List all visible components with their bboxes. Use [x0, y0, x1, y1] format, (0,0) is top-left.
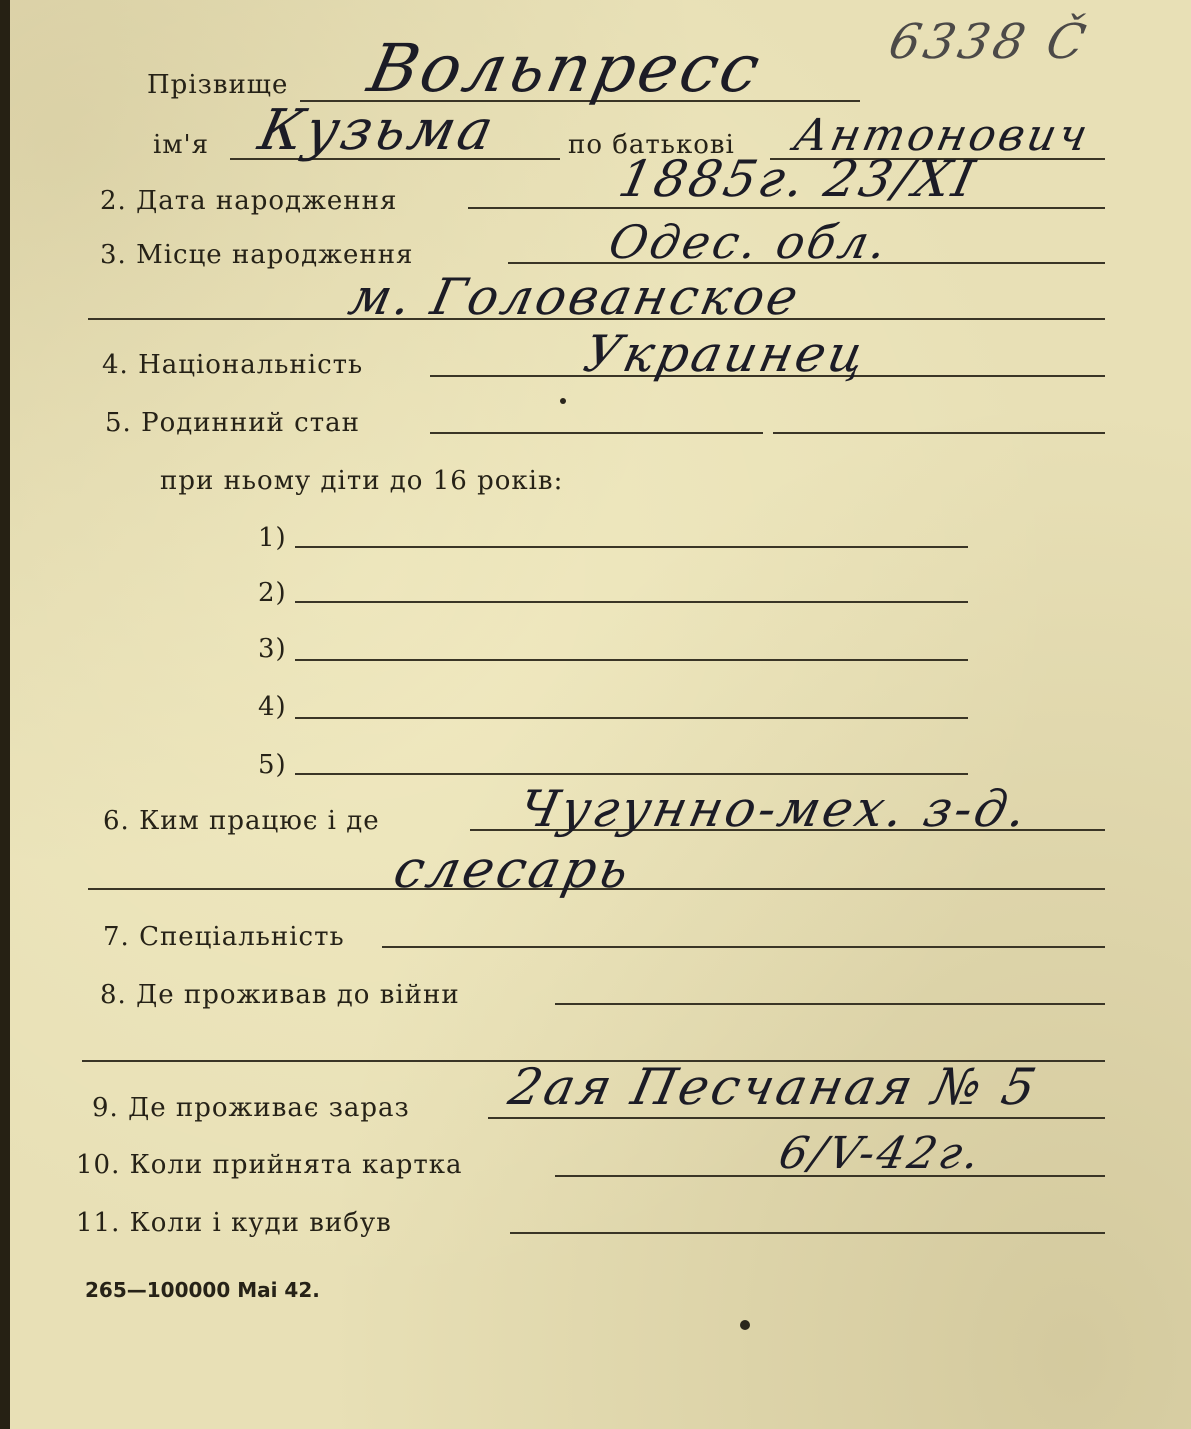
specialty-line — [382, 946, 1105, 948]
birth-date-label: 2. Дата народження — [100, 186, 398, 216]
ink-speck — [560, 398, 566, 404]
child-number-4: 4) — [258, 692, 287, 722]
departure-line — [510, 1232, 1105, 1234]
child-line-3 — [295, 659, 968, 661]
birth-place-entry-2: м. Голованское — [343, 268, 806, 326]
registration-card — [10, 0, 1191, 1429]
current-residence-line — [488, 1117, 1105, 1119]
patronymic-label: по батькові — [568, 130, 735, 160]
nationality-label: 4. Національність — [102, 350, 364, 380]
specialty-label: 7. Спеціальність — [103, 922, 345, 952]
printer-imprint: 265—100000 Mai 42. — [85, 1278, 320, 1302]
surname-entry: Вольпресс — [361, 30, 770, 107]
patronymic-entry: Антонович — [789, 110, 1095, 161]
archive-number: 6338 Č — [884, 14, 1095, 70]
birth-place-label: 3. Місце народження — [100, 240, 414, 270]
occupation-entry-2: слесарь — [388, 840, 638, 900]
child-line-1 — [295, 546, 968, 548]
departure-label: 11. Коли і куди вибув — [76, 1208, 392, 1238]
current-residence-entry: 2ая Песчаная № 5 — [503, 1058, 1044, 1116]
child-number-5: 5) — [258, 750, 287, 780]
child-number-2: 2) — [258, 578, 287, 608]
birth-place-entry-1: Одес. обл. — [604, 215, 895, 269]
child-line-2 — [295, 601, 968, 603]
child-number-1: 1) — [258, 523, 287, 553]
children-label: при ньому діти до 16 років: — [160, 466, 564, 496]
first-name-entry: Кузьма — [253, 98, 502, 163]
birth-date-entry: 1885г. 23/XI — [613, 150, 983, 208]
surname-label: Прізвище — [147, 70, 289, 100]
ink-speck — [740, 1320, 750, 1330]
family-status-line-b — [773, 432, 1105, 434]
prewar-residence-line-1 — [555, 1003, 1105, 1005]
occupation-label: 6. Ким працює і де — [103, 806, 380, 836]
child-line-4 — [295, 717, 968, 719]
prewar-residence-label: 8. Де проживав до війни — [100, 980, 460, 1010]
family-status-line-a — [430, 432, 763, 434]
card-accepted-entry: 6/V-42г. — [774, 1128, 988, 1179]
child-number-3: 3) — [258, 634, 287, 664]
family-status-label: 5. Родинний стан — [105, 408, 360, 438]
card-accepted-label: 10. Коли прийнята картка — [76, 1150, 463, 1180]
child-line-5 — [295, 773, 968, 775]
occupation-entry-1: Чугунно-мех. з-д. — [513, 780, 1035, 838]
first-name-label: ім'я — [153, 130, 210, 160]
nationality-entry: Украинец — [578, 325, 873, 383]
current-residence-label: 9. Де проживає зараз — [92, 1093, 410, 1123]
